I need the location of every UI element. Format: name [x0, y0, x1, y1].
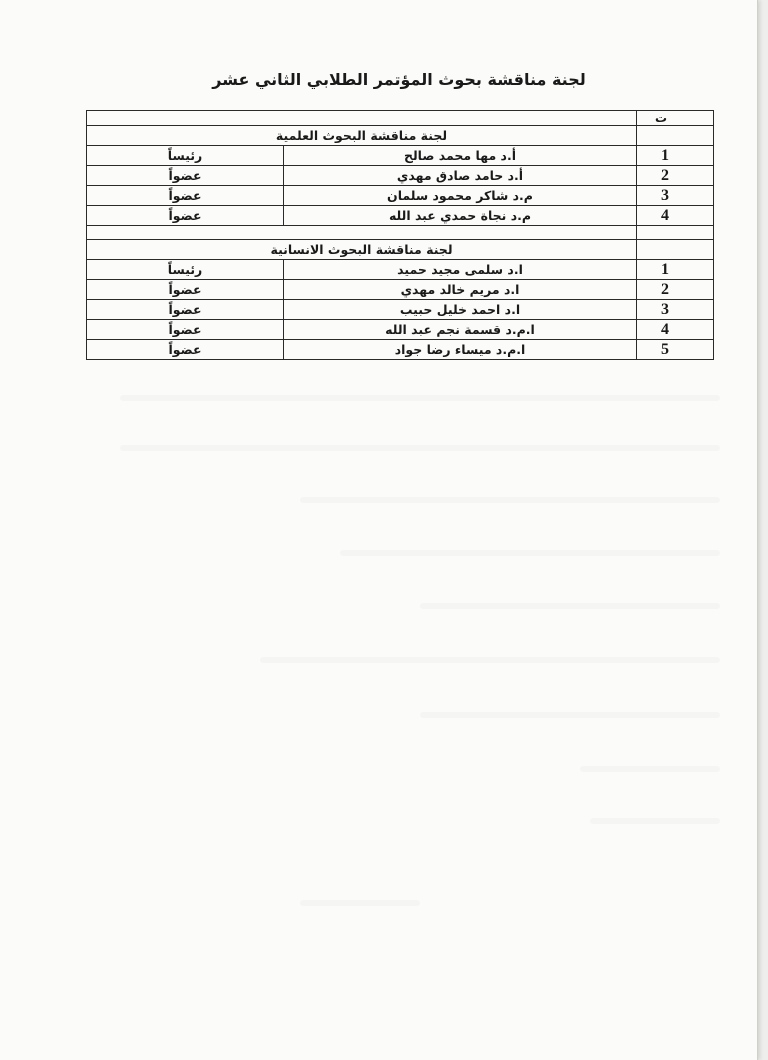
- section-header-row: [87, 240, 714, 260]
- table-row: [87, 320, 714, 340]
- table-row: [87, 146, 714, 166]
- bleed-through-line: [120, 445, 720, 451]
- member-role: عضواً: [87, 280, 284, 300]
- table-row: [87, 186, 714, 206]
- bleed-through-line: [260, 657, 720, 663]
- spacer-row: [87, 226, 714, 240]
- member-name: ا.د مريم خالد مهدي: [284, 280, 637, 300]
- member-name: م.د نجاة حمدي عبد الله: [284, 206, 637, 226]
- bleed-through-line: [300, 900, 420, 906]
- document-title: لجنة مناقشة بحوث المؤتمر الطلابي الثاني عشر: [212, 70, 586, 89]
- table-row: [87, 280, 714, 300]
- bleed-through-line: [590, 818, 720, 824]
- member-name: ا.د سلمى مجيد حميد: [284, 260, 637, 280]
- bleed-through-line: [420, 603, 720, 609]
- bleed-through-line: [420, 712, 720, 718]
- row-number: 1: [637, 260, 714, 280]
- section-header-row: [87, 126, 714, 146]
- member-name: ا.م.د ميساء رضا جواد: [284, 340, 637, 360]
- table-row: [87, 260, 714, 280]
- table-row: [87, 206, 714, 226]
- bleed-through-line: [580, 766, 720, 772]
- section-title-scientific: لجنة مناقشة البحوث العلمية: [87, 126, 637, 146]
- member-role: عضواً: [87, 320, 284, 340]
- member-name: أ.د مها محمد صالح: [284, 146, 637, 166]
- column-header-number: ت: [637, 111, 714, 126]
- member-role: عضواً: [87, 206, 284, 226]
- row-number: 4: [637, 320, 714, 340]
- member-name: ا.د احمد خليل حبيب: [284, 300, 637, 320]
- table-row: [87, 166, 714, 186]
- row-number: 5: [637, 340, 714, 360]
- member-role: رئيساً: [87, 146, 284, 166]
- bleed-through-line: [340, 550, 720, 556]
- bleed-through-line: [120, 395, 720, 401]
- table-row: [87, 300, 714, 320]
- member-role: عضواً: [87, 300, 284, 320]
- bleed-through-line: [300, 497, 720, 503]
- member-role: عضواً: [87, 186, 284, 206]
- table-header-row: [87, 111, 714, 126]
- section-title-humanities: لجنة مناقشة البحوث الانسانية: [87, 240, 637, 260]
- member-name: ا.م.د قسمة نجم عبد الله: [284, 320, 637, 340]
- member-name: أ.د حامد صادق مهدي: [284, 166, 637, 186]
- row-number: 1: [637, 146, 714, 166]
- row-number: 2: [637, 166, 714, 186]
- section-number-cell: [637, 126, 714, 146]
- spacer-cell: [637, 226, 714, 240]
- member-role: عضواً: [87, 340, 284, 360]
- committee-table: [86, 110, 714, 360]
- table-row: [87, 340, 714, 360]
- member-role: رئيساً: [87, 260, 284, 280]
- row-number: 2: [637, 280, 714, 300]
- member-name: م.د شاكر محمود سلمان: [284, 186, 637, 206]
- section-number-cell: [637, 240, 714, 260]
- column-header-blank: [87, 111, 637, 126]
- spacer-cell: [87, 226, 637, 240]
- row-number: 3: [637, 186, 714, 206]
- row-number: 3: [637, 300, 714, 320]
- member-role: عضواً: [87, 166, 284, 186]
- row-number: 4: [637, 206, 714, 226]
